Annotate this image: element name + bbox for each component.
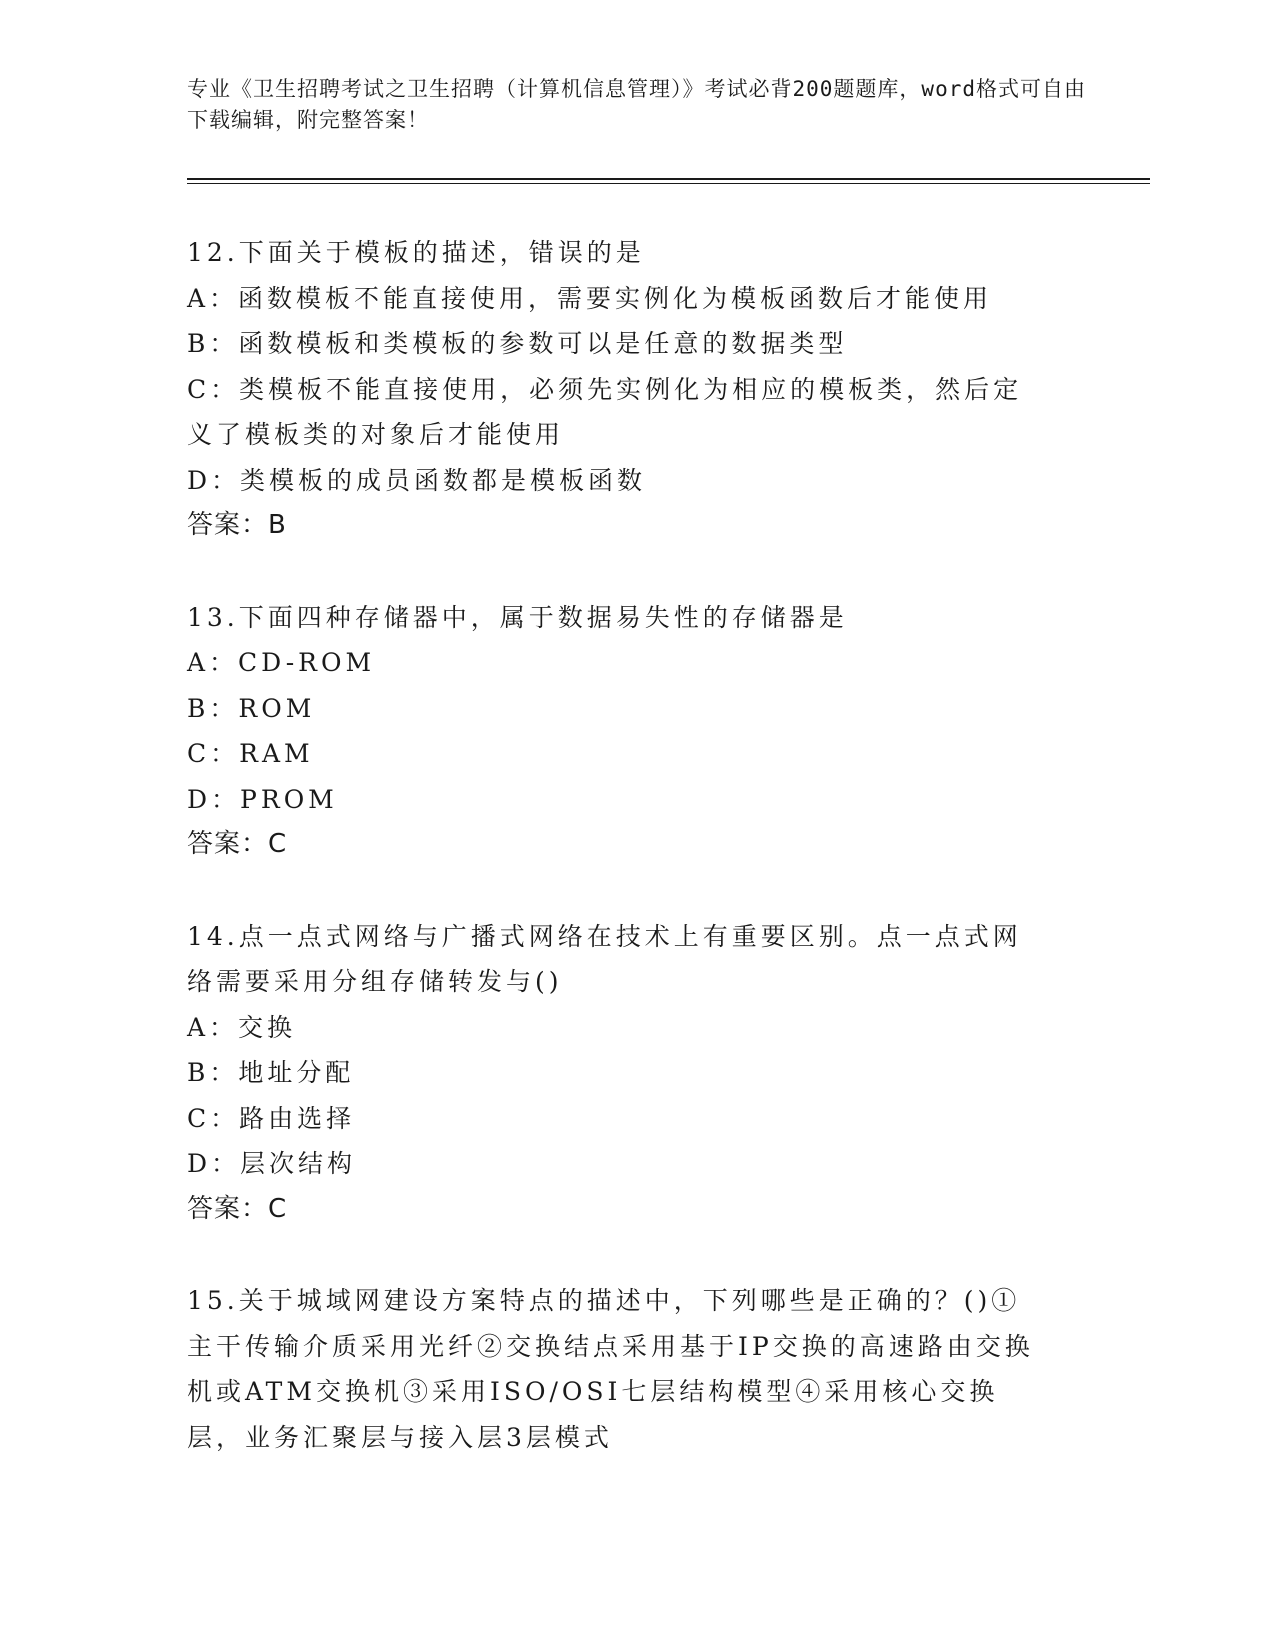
answer-label: 答案：C: [187, 1193, 288, 1224]
option-c: C：RAM: [187, 739, 314, 768]
option-c: C：类模板不能直接使用，必须先实例化为相应的模板类，然后定义了模板类的对象后才能使用: [187, 374, 1023, 449]
option-a: A：CD-ROM: [187, 648, 376, 677]
header-divider-thin: [187, 183, 1150, 184]
question-stem: 15.关于城域网建设方案特点的描述中，下列哪些是正确的？()①主干传输介质采用光纤②交换结点采用基于IP交换的高速路由交换机或ATM交换机③采用ISO/OSI七层结构模型④采用核心交换层，业务汇聚层与接入层3层模式: [187, 1286, 1034, 1452]
question-stem: 13.下面四种存储器中，属于数据易失性的存储器是: [187, 602, 848, 632]
option-b: B：函数模板和类模板的参数可以是任意的数据类型: [187, 329, 848, 358]
question-stem: 14.点一点式网络与广播式网络在技术上有重要区别。点一点式网络需要采用分组存储转发与(): [187, 921, 1022, 996]
option-d: D：类模板的成员函数都是模板函数: [187, 465, 647, 495]
question-stem: 12.下面关于模板的描述，错误的是: [187, 238, 645, 267]
option-a: A：函数模板不能直接使用，需要实例化为模板函数后才能使用: [187, 283, 993, 313]
option-c: C：路由选择: [187, 1103, 356, 1133]
document-header: 专业《卫生招聘考试之卫生招聘（计算机信息管理）》考试必背200题题库，word格式可自由下载编辑，附完整答案！: [187, 77, 1086, 132]
option-a: A：交换: [187, 1012, 297, 1042]
question-list: [187, 230, 1087, 1506]
header-divider-thick: [187, 178, 1150, 180]
answer-label: 答案：B: [187, 510, 287, 540]
option-b: B：地址分配: [187, 1058, 355, 1087]
question-12: [187, 230, 1087, 549]
answer-label: 答案：C: [187, 829, 288, 859]
option-d: D：PROM: [187, 784, 338, 814]
question-15: [187, 1278, 1087, 1460]
option-b: B：ROM: [187, 693, 316, 723]
question-14: [187, 914, 1087, 1233]
question-13: [187, 595, 1087, 868]
option-d: D：层次结构: [187, 1149, 357, 1178]
